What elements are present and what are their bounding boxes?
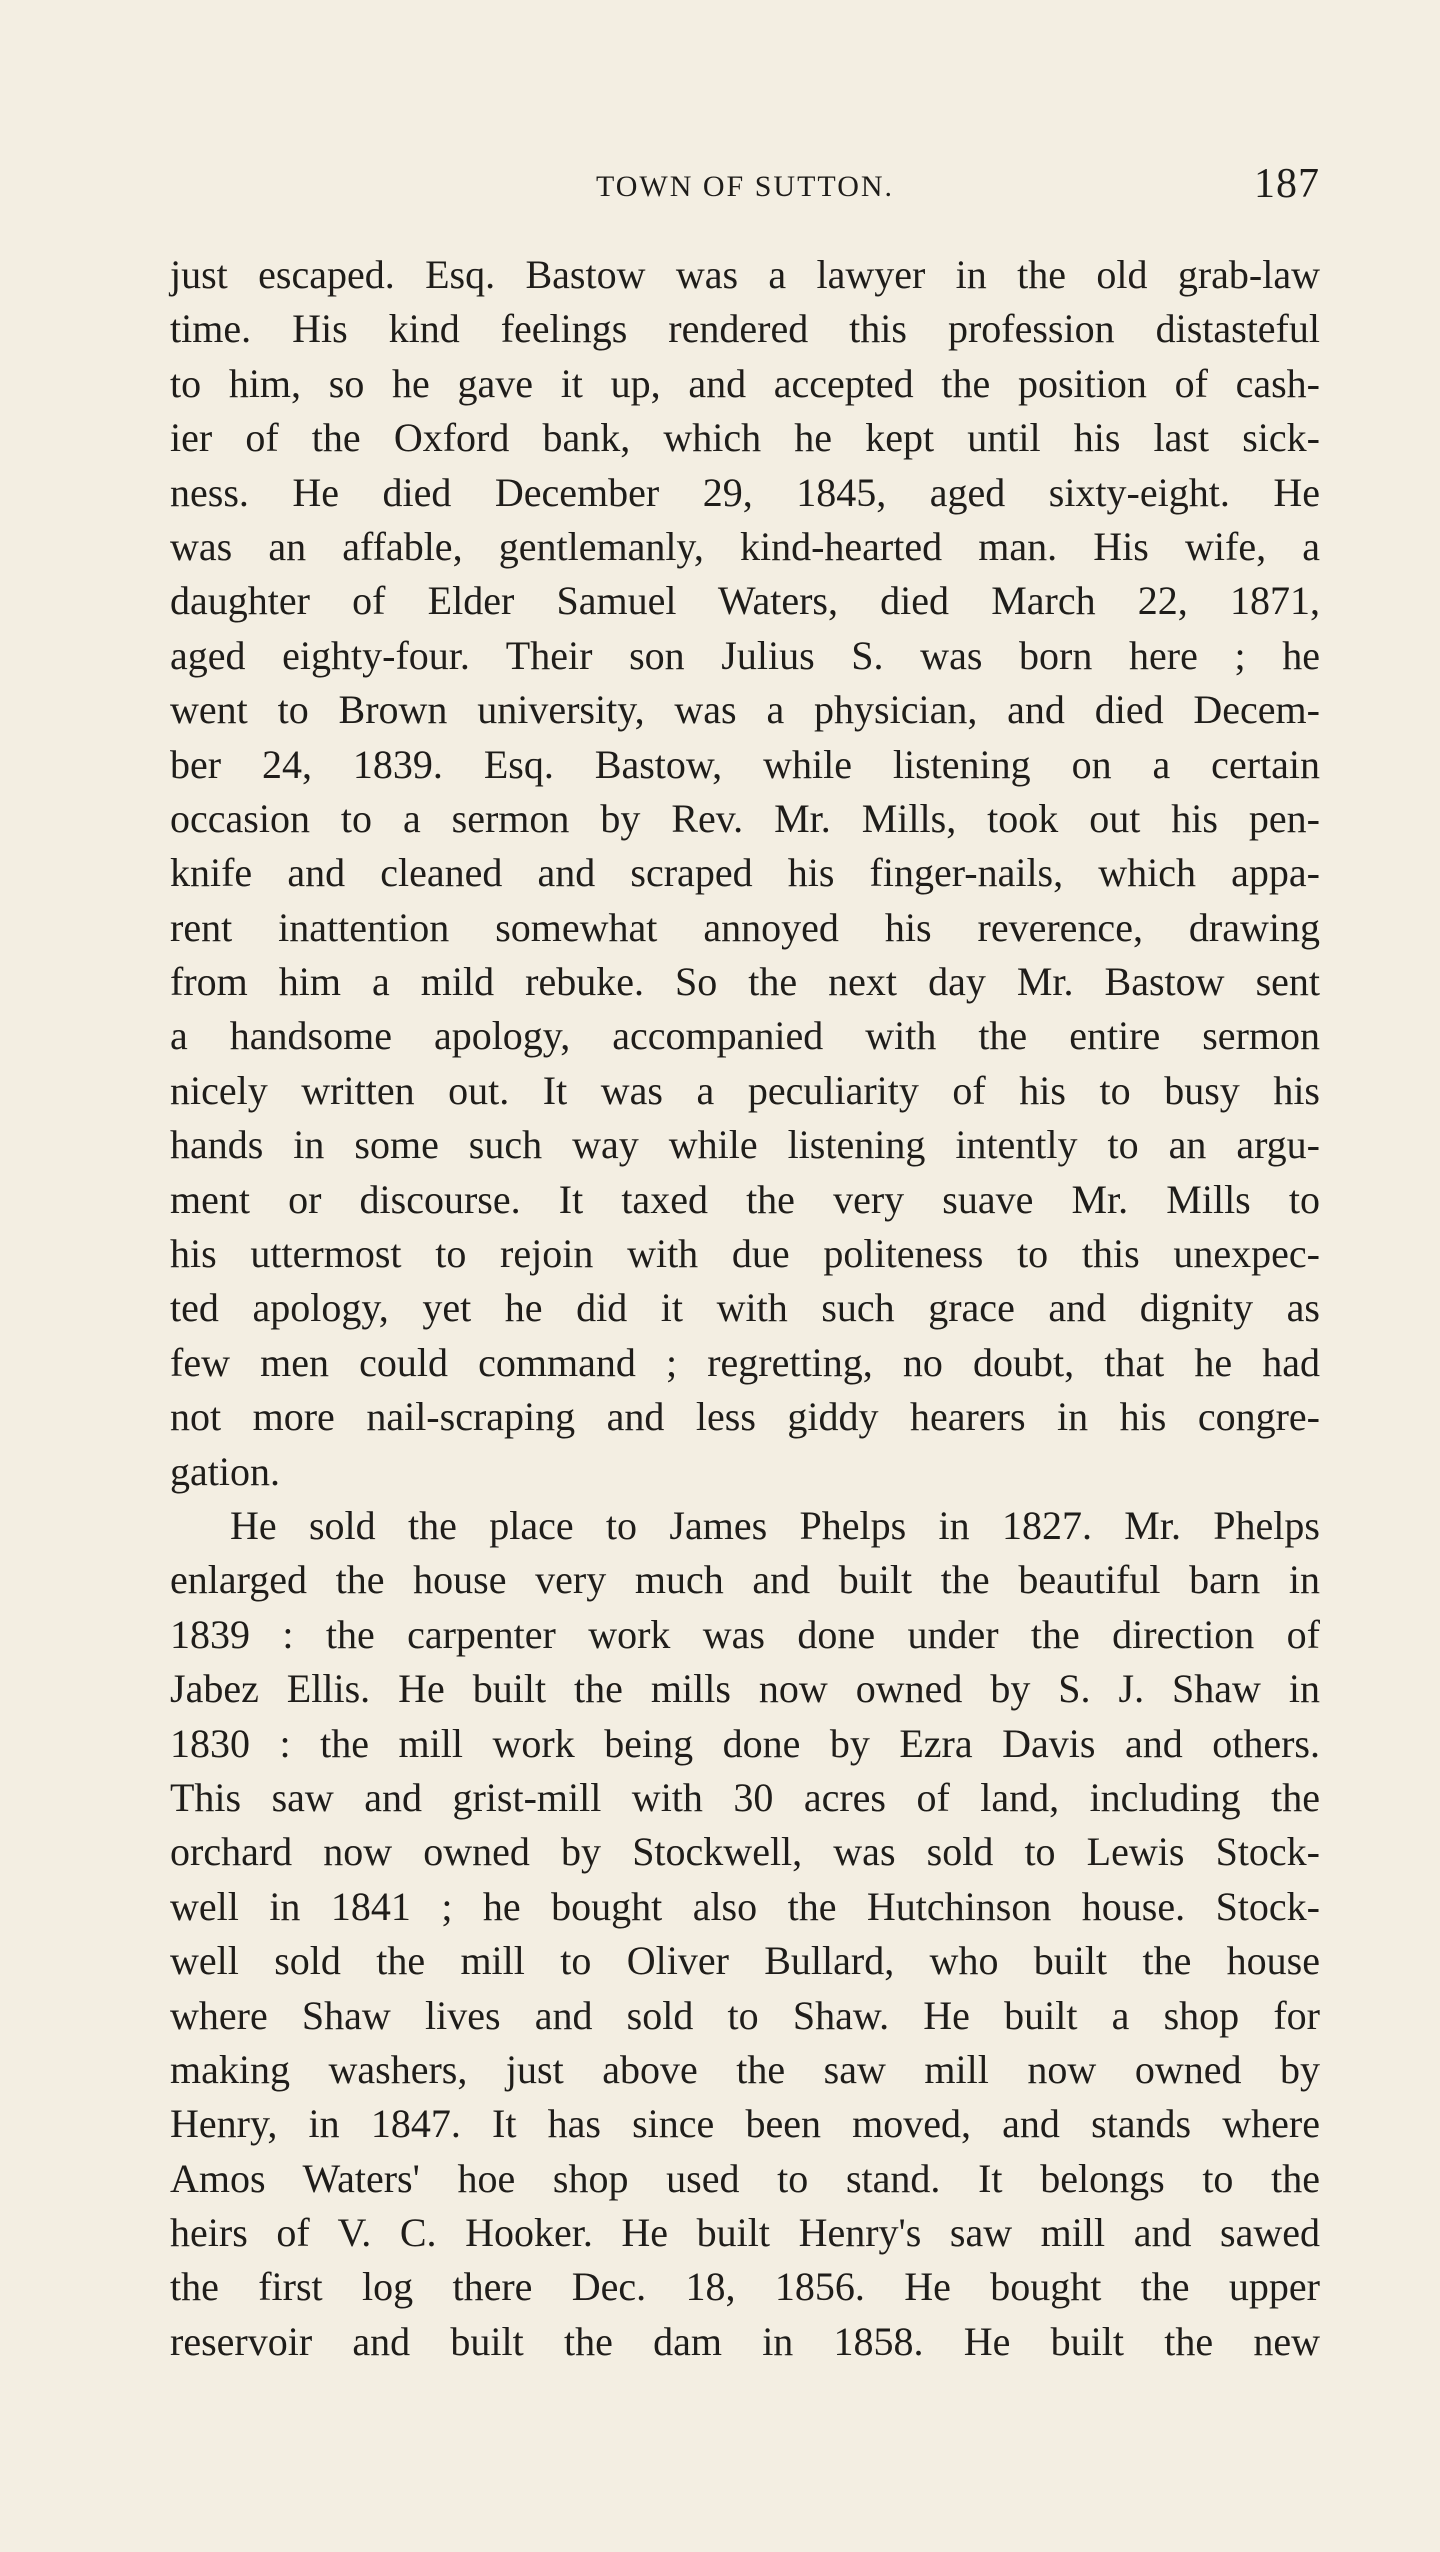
text-line: the first log there Dec. 18, 1856. He bought the upper bbox=[170, 2264, 1320, 2310]
text-line: not more nail-scraping and less giddy hearers in his congre- bbox=[170, 1394, 1320, 1440]
text-line: just escaped. Esq. Bastow was a lawyer in the old grab-law bbox=[170, 252, 1320, 297]
page-header bbox=[170, 160, 1320, 220]
page-number: 187 bbox=[1254, 161, 1320, 207]
text-line: went to Brown university, was a physician, and died Decem- bbox=[170, 687, 1320, 733]
paragraph-start-line: He sold the place to James Phelps in 1827. Mr. Phelps bbox=[230, 1502, 1320, 1548]
text-line: enlarged the house very much and built the beautiful barn in bbox=[170, 1557, 1320, 1603]
text-line: Amos Waters' hoe shop used to stand. It belongs to the bbox=[170, 2155, 1320, 2201]
text-line: reservoir and built the dam in 1858. He built the new bbox=[170, 2318, 1320, 2364]
text-line: knife and cleaned and scraped his finger-nails, which appa- bbox=[170, 850, 1320, 896]
text-line: orchard now owned by Stockwell, was sold to Lewis Stock- bbox=[170, 1829, 1320, 1875]
text-line: This saw and grist-mill with 30 acres of land, including the bbox=[170, 1774, 1320, 1820]
text-line: Henry, in 1847. It has since been moved, and stands where bbox=[170, 2101, 1320, 2147]
text-line: 1839 : the carpenter work was done under the direction of bbox=[170, 1611, 1320, 1657]
text-line: 1830 : the mill work being done by Ezra Davis and others. bbox=[170, 1720, 1320, 1766]
text-line: from him a mild rebuke. So the next day Mr. Bastow sent bbox=[170, 959, 1320, 1005]
text-line: time. His kind feelings rendered this profession distasteful bbox=[170, 306, 1320, 352]
text-line: to him, so he gave it up, and accepted the position of cash- bbox=[170, 360, 1320, 406]
text-line: ness. He died December 29, 1845, aged sixty-eight. He bbox=[170, 469, 1320, 515]
text-line: ment or discourse. It taxed the very suave Mr. Mills to bbox=[170, 1176, 1320, 1222]
text-line: making washers, just above the saw mill now owned by bbox=[170, 2046, 1320, 2092]
body-text bbox=[170, 248, 1320, 2369]
paragraph-end-line: gation. bbox=[170, 1448, 280, 1494]
text-line: well in 1841 ; he bought also the Hutchinson house. Stock- bbox=[170, 1883, 1320, 1929]
text-line: heirs of V. C. Hooker. He built Henry's saw mill and sawed bbox=[170, 2210, 1320, 2256]
text-line: aged eighty-four. Their son Julius S. was born here ; he bbox=[170, 632, 1320, 678]
running-head: TOWN OF SUTTON. bbox=[595, 170, 895, 203]
text-line: few men could command ; regretting, no doubt, that he had bbox=[170, 1339, 1320, 1385]
text-line: his uttermost to rejoin with due politeness to this unexpec- bbox=[170, 1231, 1320, 1277]
text-line: occasion to a sermon by Rev. Mr. Mills, took out his pen- bbox=[170, 795, 1320, 841]
text-line: ted apology, yet he did it with such grace and dignity as bbox=[170, 1285, 1320, 1331]
text-line: was an affable, gentlemanly, kind-hearted man. His wife, a bbox=[170, 523, 1320, 569]
text-line: ber 24, 1839. Esq. Bastow, while listening on a certain bbox=[170, 741, 1320, 787]
text-line: well sold the mill to Oliver Bullard, who built the house bbox=[170, 1938, 1320, 1984]
text-line: Jabez Ellis. He built the mills now owned by S. J. Shaw in bbox=[170, 1666, 1320, 1712]
text-line: where Shaw lives and sold to Shaw. He built a shop for bbox=[170, 1992, 1320, 2038]
text-line: a handsome apology, accompanied with the entire sermon bbox=[170, 1013, 1320, 1059]
text-line: daughter of Elder Samuel Waters, died March 22, 1871, bbox=[170, 578, 1320, 624]
text-line: hands in some such way while listening intently to an argu- bbox=[170, 1122, 1320, 1168]
text-line: nicely written out. It was a peculiarity of his to busy his bbox=[170, 1067, 1320, 1113]
text-line: ier of the Oxford bank, which he kept until his last sick- bbox=[170, 415, 1320, 461]
text-line: rent inattention somewhat annoyed his reverence, drawing bbox=[170, 904, 1320, 950]
